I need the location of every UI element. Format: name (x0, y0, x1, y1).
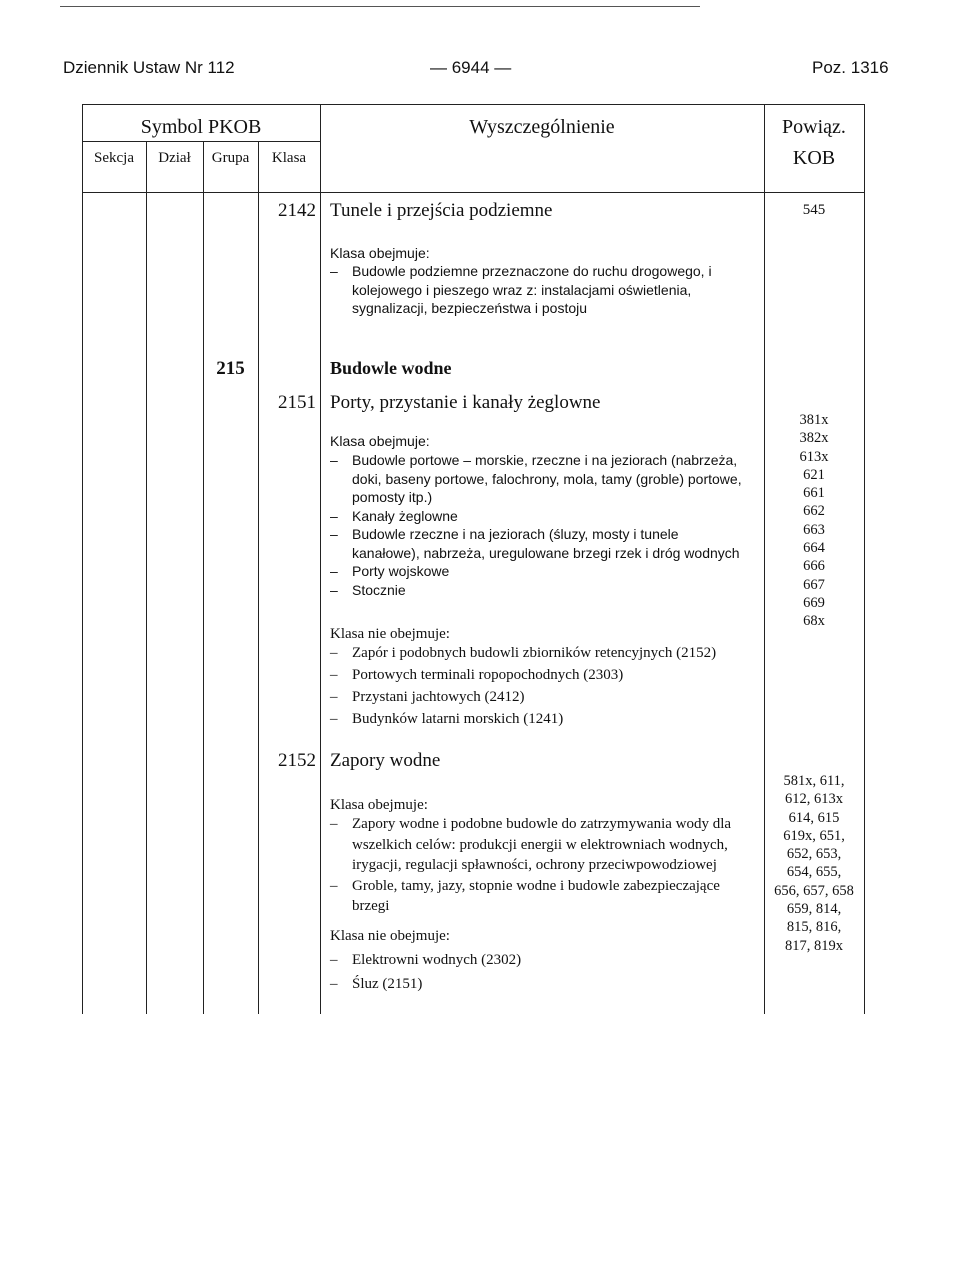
title-215: Budowle wodne (330, 358, 452, 378)
kob-code: 664 (803, 540, 825, 557)
list-item: – Budynków latarni morskich (1241) (330, 711, 564, 727)
journal-title: Dziennik Ustaw Nr 112 (63, 58, 235, 77)
list-item: – Elektrowni wodnych (2302) (330, 952, 522, 968)
col-divider-klasa (258, 141, 259, 1014)
kob-code: 661 (803, 485, 825, 502)
klasa-code-2152: 2152 (278, 750, 316, 771)
kob-code: 382x (799, 430, 829, 447)
title-2151: Porty, przystanie i kanały żeglowne (330, 392, 601, 413)
obejmuje-label-2142: Klasa obejmuje: (330, 245, 430, 261)
nie-obejmuje-list-2151 (330, 642, 750, 730)
col-divider-wyszczegolnienie (320, 104, 321, 1014)
kob-code: 619x, 651, (783, 827, 845, 844)
kob-list-2152 (764, 772, 864, 955)
table-top-border (82, 104, 864, 105)
nie-obejmuje-label-2152: Klasa nie obejmuje: (330, 928, 450, 944)
kob-code: 659, 814, (786, 901, 842, 918)
obejmuje-list-2152 (330, 814, 750, 917)
klasa-code-2151: 2151 (278, 392, 316, 413)
klasa-code-2142: 2142 (278, 200, 316, 221)
kob-code: 669 (803, 594, 825, 611)
kob-heading: KOB (792, 147, 836, 169)
nie-obejmuje-label-2151: Klasa nie obejmuje: (330, 626, 450, 642)
kob-code: 381x (799, 412, 829, 428)
obejmuje-label-2152: Klasa obejmuje: (330, 797, 428, 813)
list-item: – Budowle portowe – morskie, rzeczne i na jeziorach (nabrzeża, doki, baseny portowe, falochrony, mola, tamy (groble) portowe, pomosty itp.) (330, 452, 742, 505)
kob-code: 666 (803, 558, 825, 575)
list-item: – Groble, tamy, jazy, stopnie wodne i budowle zabezpieczające brzegi (330, 877, 720, 914)
list-item: – Porty wojskowe (330, 563, 450, 579)
list-item: – Stocznie (330, 581, 406, 598)
kob-2142: 545 (802, 202, 826, 218)
grupa-heading: Grupa (211, 150, 250, 166)
list-item: – Śluz (2151) (330, 976, 423, 992)
kob-code: 815, 816, (786, 919, 842, 936)
list-item: – Portowych terminali ropopochodnych (2303) (330, 667, 624, 683)
title-2152: Zapory wodne (330, 750, 441, 771)
obejmuje-list-2151 (330, 451, 750, 599)
table-left-border (82, 104, 83, 1014)
list-item: – Zapory wodne i podobne budowle do zatrzymywania wody dla wszelkich celów: produkcji energii w elektrowniach wodnych, irygacji, regulacji spławności, ochrony przeciwpowodziowej (330, 816, 732, 873)
kob-code: 613x (799, 448, 829, 465)
kob-code: 612, 613x (785, 791, 843, 808)
nie-obejmuje-list-2152 (330, 948, 750, 996)
list-item: – Kanały żeglowne (330, 507, 458, 524)
wyszczegolnienie-heading: Wyszczególnienie (469, 116, 615, 138)
position-number: Poz. 1316 (812, 58, 889, 77)
kob-code: 817, 819x (785, 937, 843, 954)
kob-code: 581x, 611, (783, 773, 845, 789)
kob-code: 656, 657, 658 (774, 882, 854, 899)
dzial-heading: Dział (158, 150, 191, 166)
kob-code: 662 (803, 503, 825, 520)
title-2142: Tunele i przejścia podziemne (330, 200, 553, 221)
powiaz-heading: Powiąz. (782, 116, 846, 138)
header-bottom-border (82, 192, 864, 193)
kob-code: 652, 653, (786, 846, 842, 863)
list-item: – Przystani jachtowych (2412) (330, 689, 525, 705)
kob-list-2151 (764, 411, 864, 631)
page-number: — 6944 — (430, 58, 512, 77)
sekcja-heading: Sekcja (94, 150, 134, 166)
list-item: – Budowle podziemne przeznaczone do ruchu drogowego, i kolejowego i pieszego wraz z: instalacjami oświetlenia, sygnalizacji, bezpieczeństwa i postoju (330, 263, 712, 316)
table-right-border (864, 104, 865, 1014)
grupa-code-215: 215 (216, 358, 245, 379)
kob-code: 614, 615 (788, 809, 840, 826)
kob-code: 663 (803, 521, 825, 538)
list-item: – Budowle rzeczne i na jeziorach (śluzy, mosty i tunele kanałowe), nabrzeża, uregulowane brzegi rzek i dróg wodnych (330, 526, 740, 561)
top-rule (60, 6, 700, 7)
col-divider-dzial (146, 141, 147, 1014)
kob-code: 621 (803, 466, 825, 483)
symbol-pkob-underline (82, 141, 320, 142)
list-item: – Zapór i podobnych budowli zbiorników retencyjnych (2152) (330, 645, 717, 661)
obejmuje-list-2142 (330, 262, 745, 318)
kob-code: 654, 655, (786, 864, 842, 881)
col-divider-grupa (203, 141, 204, 1014)
kob-code: 68x (803, 613, 825, 630)
obejmuje-label-2151: Klasa obejmuje: (330, 433, 430, 449)
klasa-heading: Klasa (271, 150, 307, 166)
kob-code: 667 (803, 576, 825, 593)
symbol-pkob-heading: Symbol PKOB (140, 116, 262, 138)
